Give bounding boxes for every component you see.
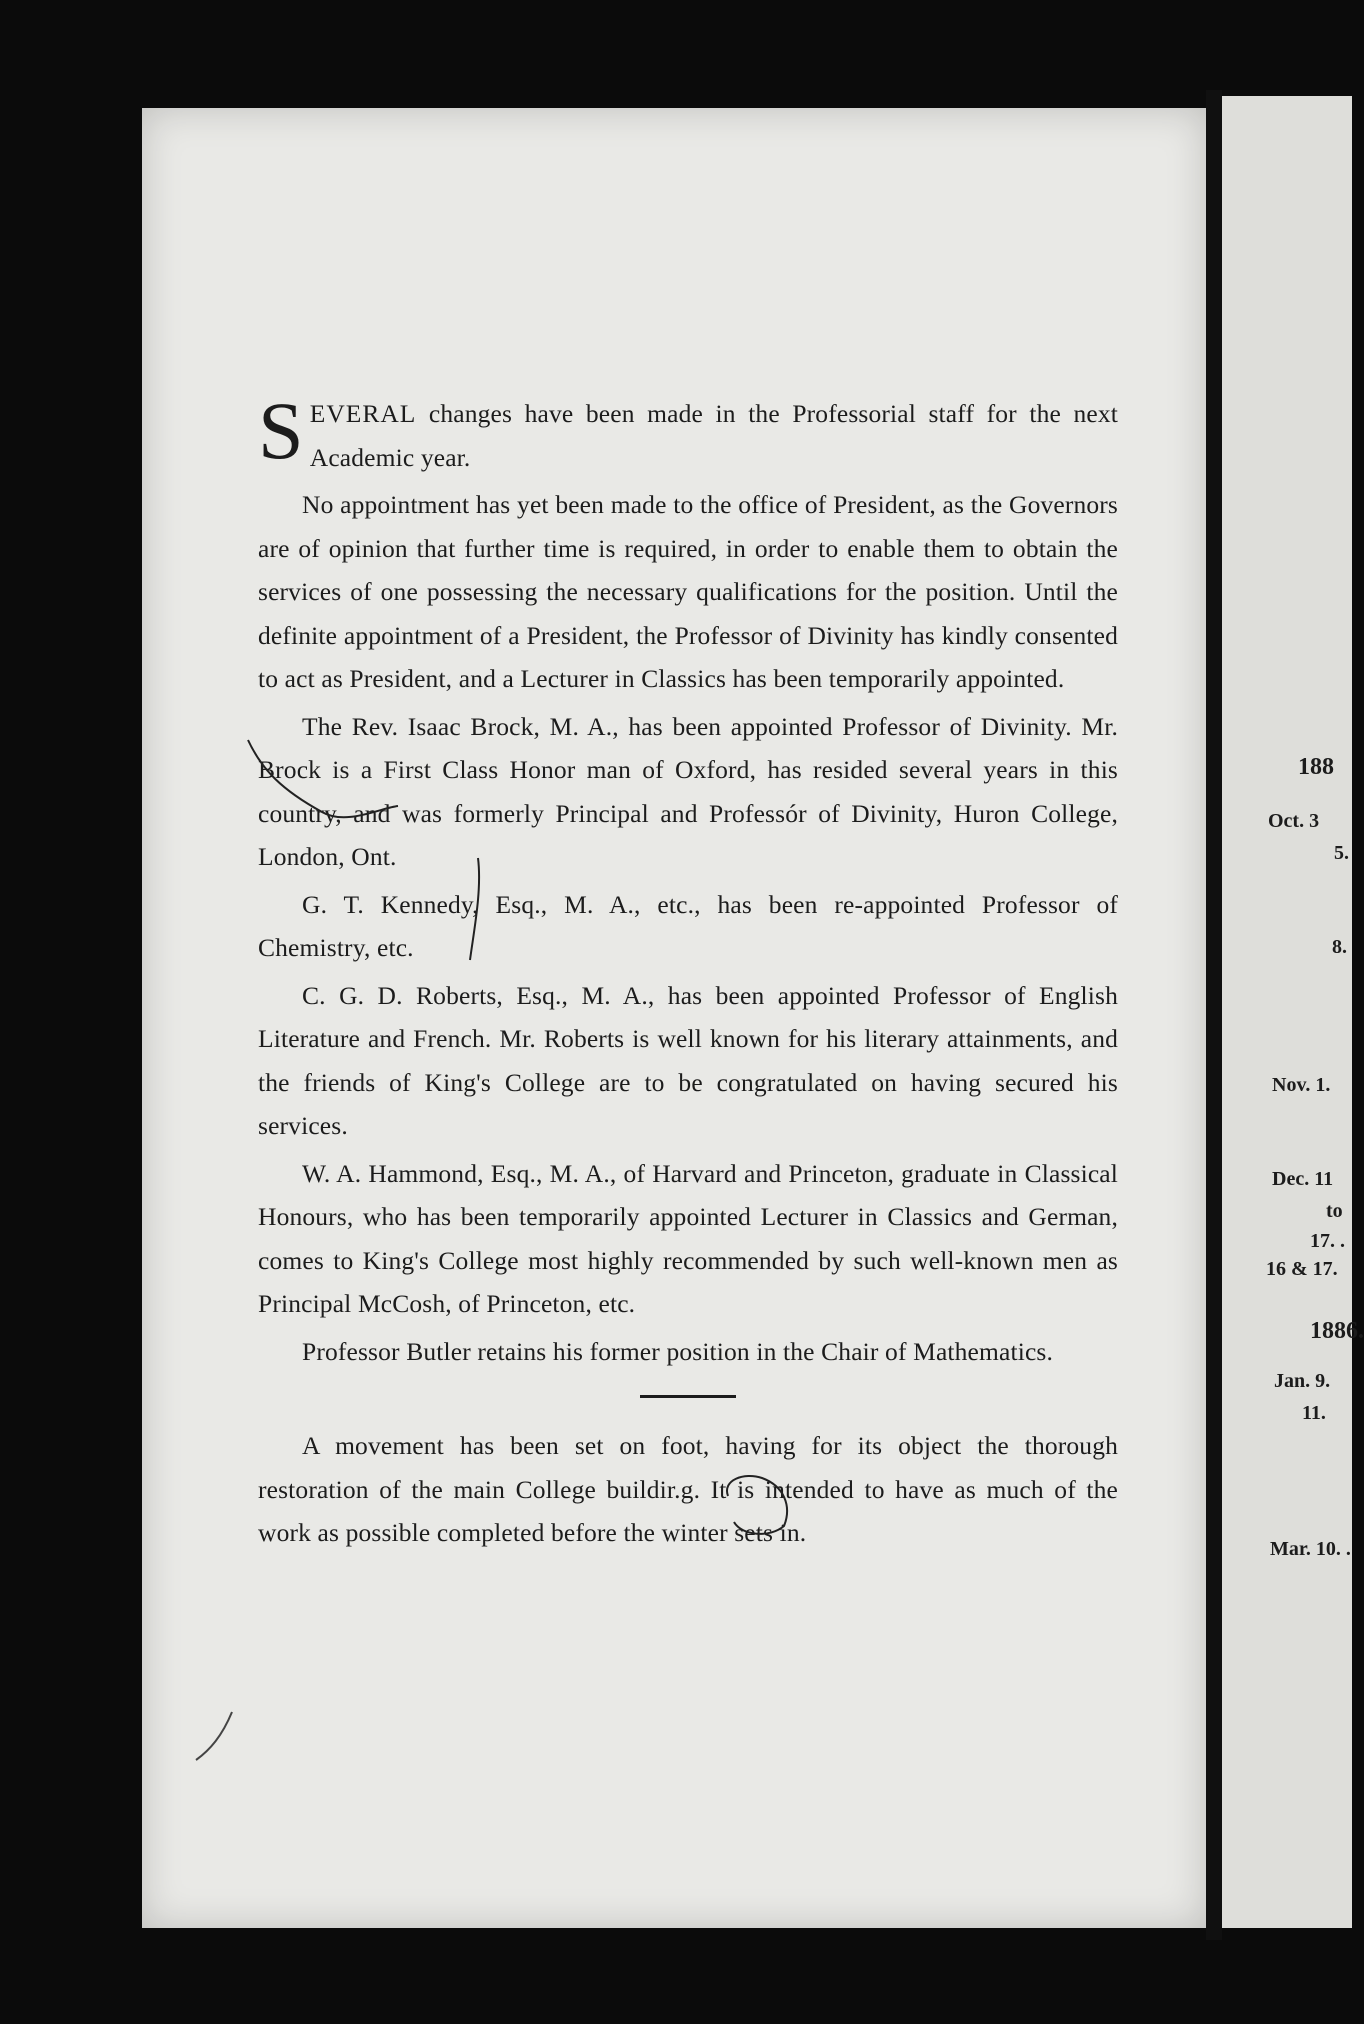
drop-cap-word: EVERAL: [309, 399, 417, 428]
margin-item: 188: [1298, 754, 1334, 780]
paragraph-3: The Rev. Isaac Brock, M. A., has been appointed Professor of Divinity. Mr. Brock is a First Class Honor man of Oxford, has resided several years in this country, and was formerly Principal and Professór of Divinity, Huron College, London, Ont.: [258, 711, 1118, 871]
margin-item: 5.: [1334, 842, 1349, 864]
margin-item: to: [1326, 1200, 1343, 1222]
pen-stroke: [248, 740, 398, 817]
margin-item: 8.: [1332, 936, 1347, 958]
margin-item: Jan. 9.: [1274, 1370, 1331, 1392]
paragraph-4: G. T. Kennedy, Esq., M. A., etc., has been re-appointed Professor of Chemistry, etc.: [258, 889, 1118, 962]
margin-item: 11.: [1302, 1402, 1326, 1424]
drop-cap: S: [258, 385, 304, 476]
paragraph-7: Professor Butler retains his former position in the Chair of Mathematics.: [302, 1336, 1054, 1366]
margin-item: 1886.: [1310, 1318, 1364, 1344]
margin-item: Dec. 11: [1272, 1168, 1334, 1190]
paragraph-6: W. A. Hammond, Esq., M. A., of Harvard and Princeton, graduate in Classical Honours, who has been temporarily appointed Lecturer in Classics and German, comes to King's College most highly recommended by such well-known men as Principal McCosh, of Princeton, etc.: [258, 1158, 1118, 1318]
margin-item: Mar. 10. .: [1270, 1538, 1351, 1560]
paragraph-2: No appointment has yet been made to the office of President, as the Governors are of opinion that further time is required, in order to enable them to obtain the services of one possessing the necessary qualifications for the position. Until the definite appointment of a President, the Professor of Divinity has kindly consented to act as President, and a Lecturer in Classics has been temporarily appointed.: [258, 490, 1118, 693]
pen-stroke: [196, 1712, 232, 1760]
margin-item: 17. .: [1310, 1230, 1345, 1252]
margin-item: Nov. 1.: [1272, 1074, 1331, 1096]
pen-stroke: [470, 858, 479, 960]
pen-stroke: [727, 1476, 787, 1534]
margin-item: 16 & 17.: [1266, 1258, 1338, 1280]
paragraph-8: A movement has been set on foot, having for its object the thorough restoration of the main College buildir.g. It is intended to have as much of the work as possible completed before the winter sets in.: [258, 1431, 1118, 1547]
paragraph-5: C. G. D. Roberts, Esq., M. A., has been appointed Professor of English Literature and French. Mr. Roberts is well known for his literary attainments, and the friends of King's College are to be congratulated on having secured his services.: [258, 980, 1118, 1140]
margin-item: Oct. 3: [1268, 810, 1320, 832]
paragraph-1-text: changes have been made in the Professorial staff for the next Academic year.: [309, 399, 1118, 472]
